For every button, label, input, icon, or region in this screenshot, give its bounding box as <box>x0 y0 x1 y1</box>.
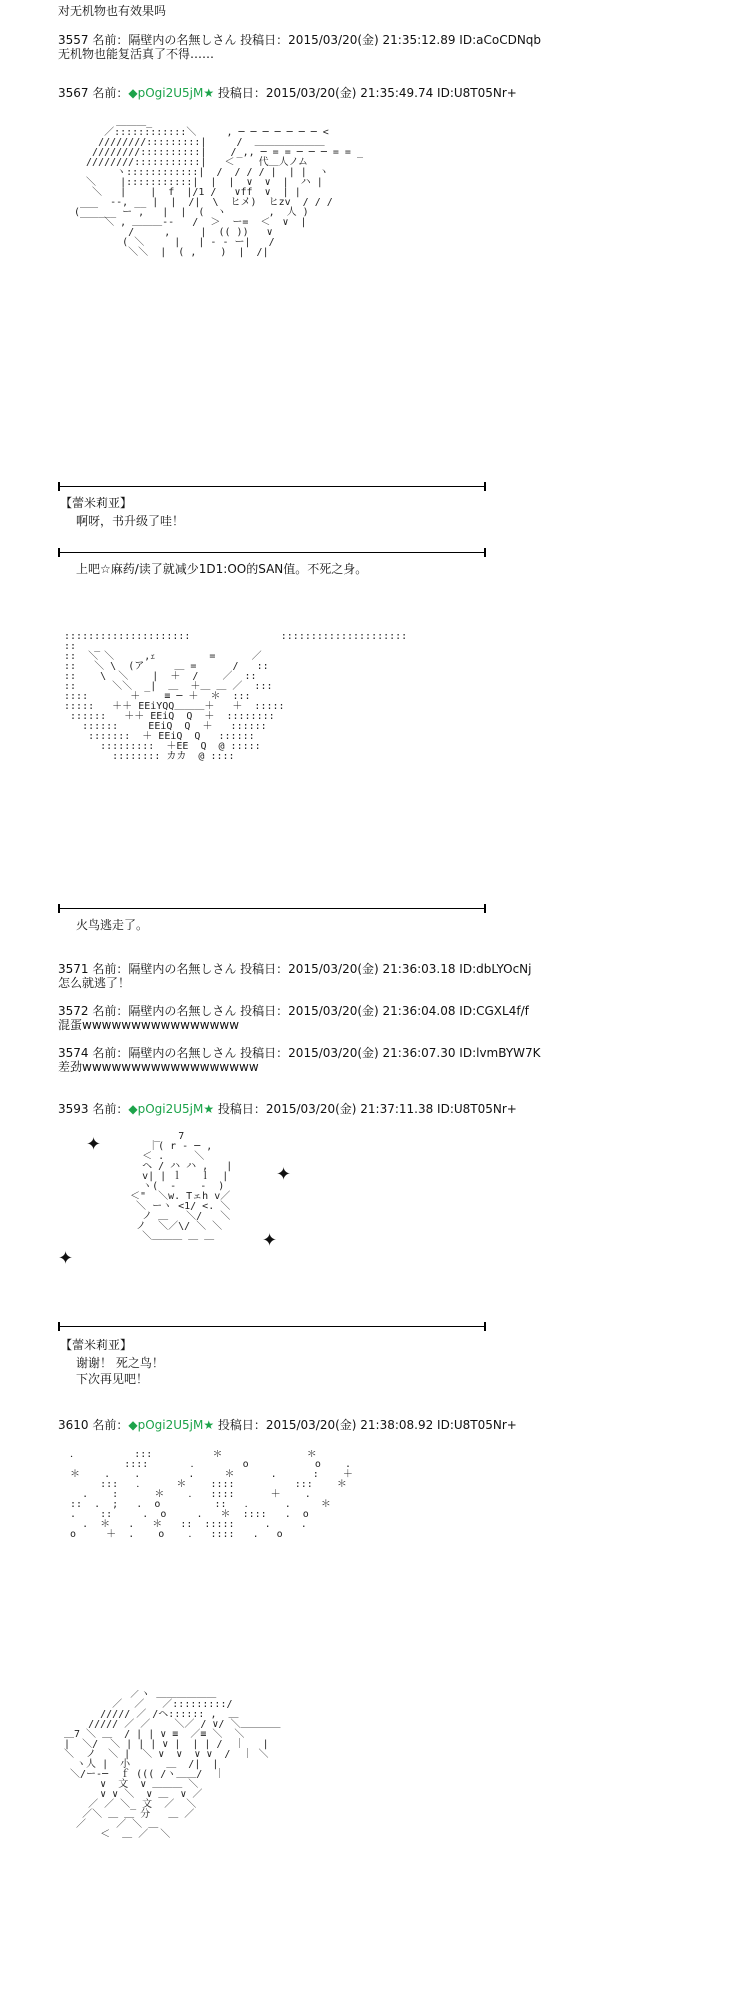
dialogue-line: 啊呀，书升级了哇！ <box>76 514 185 528</box>
ascii-art-remilia-book: ＿＿＿_ ／::::::::::::＼ , ─ ─ ─ ─ ─ ─ ─ < ////////:::::::::| / ＿＿＿＿＿＿＿ ////////::::::::::| /_,, ─ = = ─ ─ ─ = = _ ////////:::::::::::| ＜ 代＿人ノム ヽ::::::::::::| / / / / | | | ヽ ＼ |:::::::::::| | | ∨ ∨ | ハ | ＼ | | f |/1 / ∨ff ∨ | | ___ --, __ | | /| \ ヒメ) ヒzv / / / (______ ー , | | ( ヽ , 人 ) ＼ , ＿＿＿-- / ＞ ー= ＜ ∨ | / , | (( )) ∨ ( ＼ | | - - ー| / ＼＼ | ( , ) | /| <box>74 118 363 258</box>
post-header: 3557 名前：隔壁内の名無しさん 投稿日：2015/03/20(金) 21:35:12.89 ID:aCoCDNqb <box>58 33 542 47</box>
post-body: 怎么就逃了！ <box>58 976 131 990</box>
dialogue-line: 谢谢！ 死之鸟！ <box>76 1356 164 1370</box>
post-header <box>58 1418 517 1432</box>
post-number: 3593 名前： <box>58 1102 129 1116</box>
sparkle-icon: ✦ <box>276 1164 292 1185</box>
post-header <box>58 1102 517 1116</box>
divider <box>58 908 486 909</box>
divider <box>58 552 486 553</box>
divider <box>58 486 486 487</box>
ascii-art-starfield: ． ::: ＊ ＊ :::: ． o o . ＊ . . . ＊ . : ＋ ::: ． ＊ :::: ::: ＊ . : ＊ ． :::: ＋ . :: . ; . o :: ． . ＊ . :: . o . ＊ :::: . o . ＊ . ＊ :: ::::: . . o ＋ . o ． :::: . o <box>70 1450 353 1540</box>
tripcode: ◆pOgi2U5jM★ <box>128 1418 215 1432</box>
sparkle-icon: ✦ <box>58 1248 74 1269</box>
post-header <box>58 86 517 100</box>
narration: 上吧☆麻药/读了就减少1D1:OO的SAN值。不死之身。 <box>76 562 368 576</box>
ascii-art-firebird: ::::::::::::::::::::: ::::::::::::::::::::: :: _ :: ＼ ＼ ,ｪ = ／ :: ＼ \ (ア ＿ = / :: :: \ ＼ | ＋ / ／ :: :: ＼＼ _| ＿ ＋＿ ＿ ／ ::: :::: ＋ ≡ ─ ＋ ＊ ::: ::::: ＋＋ EEiYQQ＿＿＿＋ ＋ ::::: :::::: ＋＋ EEiQ Q ＋ :::::::: :::::: EEiQ Q ＋ :::::: ::::::: ＋ EEiQ Q :::::: ::::::::: ＋EE Q @ ::::: :::::::: カカ @ :::: <box>64 632 408 762</box>
post-header: 3574 名前：隔壁内の名無しさん 投稿日：2015/03/20(金) 21:36:07.30 ID:lvmBYW7K <box>58 1046 541 1060</box>
post-body: 无机物也能复活真了不得…… <box>58 47 215 61</box>
post-meta: 投稿日：2015/03/20(金) 21:37:11.38 ID:U8T05Nr+ <box>214 1102 517 1116</box>
post-meta: 投稿日：2015/03/20(金) 21:38:08.92 ID:U8T05Nr+ <box>214 1418 517 1432</box>
post-body: 差劲wwwwwwwwwwwwwwwwww <box>58 1060 259 1074</box>
post-body: 混蛋wwwwwwwwwwwwwwww <box>58 1018 240 1032</box>
sparkle-icon: ✦ <box>262 1230 278 1251</box>
speaker-label: 【蕾米莉亚】 <box>60 496 133 510</box>
post-number: 3610 名前： <box>58 1418 129 1432</box>
divider <box>58 1326 486 1327</box>
post-header: 3571 名前：隔壁内の名無しさん 投稿日：2015/03/20(金) 21:36:03.18 ID:dbLYOcNj <box>58 962 532 976</box>
post-meta: 投稿日：2015/03/20(金) 21:35:49.74 ID:U8T05Nr+ <box>214 86 517 100</box>
post-header: 3572 名前：隔壁内の名無しさん 投稿日：2015/03/20(金) 21:36:04.08 ID:CGXL4f/f <box>58 1004 529 1018</box>
narration: 火鸟逃走了。 <box>76 918 149 932</box>
tripcode: ◆pOgi2U5jM★ <box>128 86 215 100</box>
page-title: 对无机物也有效果吗 <box>58 4 167 18</box>
ascii-art-remilia-pose: ／ヽ ＿＿＿＿＿＿ ／ ／ ／:::::::::/ ///// ／ /ヘ:::::: , ＿ ///// ／ ／ ＼／ / ∨/ ＼＿＿＿＿ ＿7 ＼ ＿ / | | ∨ ≡ ／≡ ＼ ＼ | ＼/ ＼ | | | ∨ | | | / ｜ | ＼ ノ ＼ | ＼ ∨ ∨ ∨ ∨ / ｜ ＼ ヽ人 | 小 ＿ /| | ＼/ー-─ ｆ ((( /ヽ＿＿/ ｜ ∨ 文 ∨ ＿＿＿ ＼ ∨ ∨ ＼ ∨ ＿ ∨ ／ ／ ／ ＼_ 文 ／ ＼ ／＼ ＿ ＿ 分 ＿ ／ ／ ／ ＼ ＿ ＜ ＿ ／ ＼ <box>64 1690 281 1840</box>
tripcode: ◆pOgi2U5jM★ <box>128 1102 215 1116</box>
speaker-label: 【蕾米莉亚】 <box>60 1338 133 1352</box>
dialogue-line: 下次再见吧！ <box>76 1372 149 1386</box>
sparkle-icon: ✦ <box>86 1134 102 1155</box>
post-number: 3567 名前： <box>58 86 129 100</box>
ascii-art-remilia-chibi: _ 7 ｜( r - ─ , ＜ . ＼ ヘ / ハ ハ , | v| | ｌ ｌ | ヽ( - - ) ＜" ＼w. Tェh v／ ＼ ーヽ <1/ <. ＼ ノ ＿ ＼/ ＼ ノ ＼／\/ ＼ ＼ ＼＿＿＿ ＿ ＿ <box>130 1132 233 1242</box>
